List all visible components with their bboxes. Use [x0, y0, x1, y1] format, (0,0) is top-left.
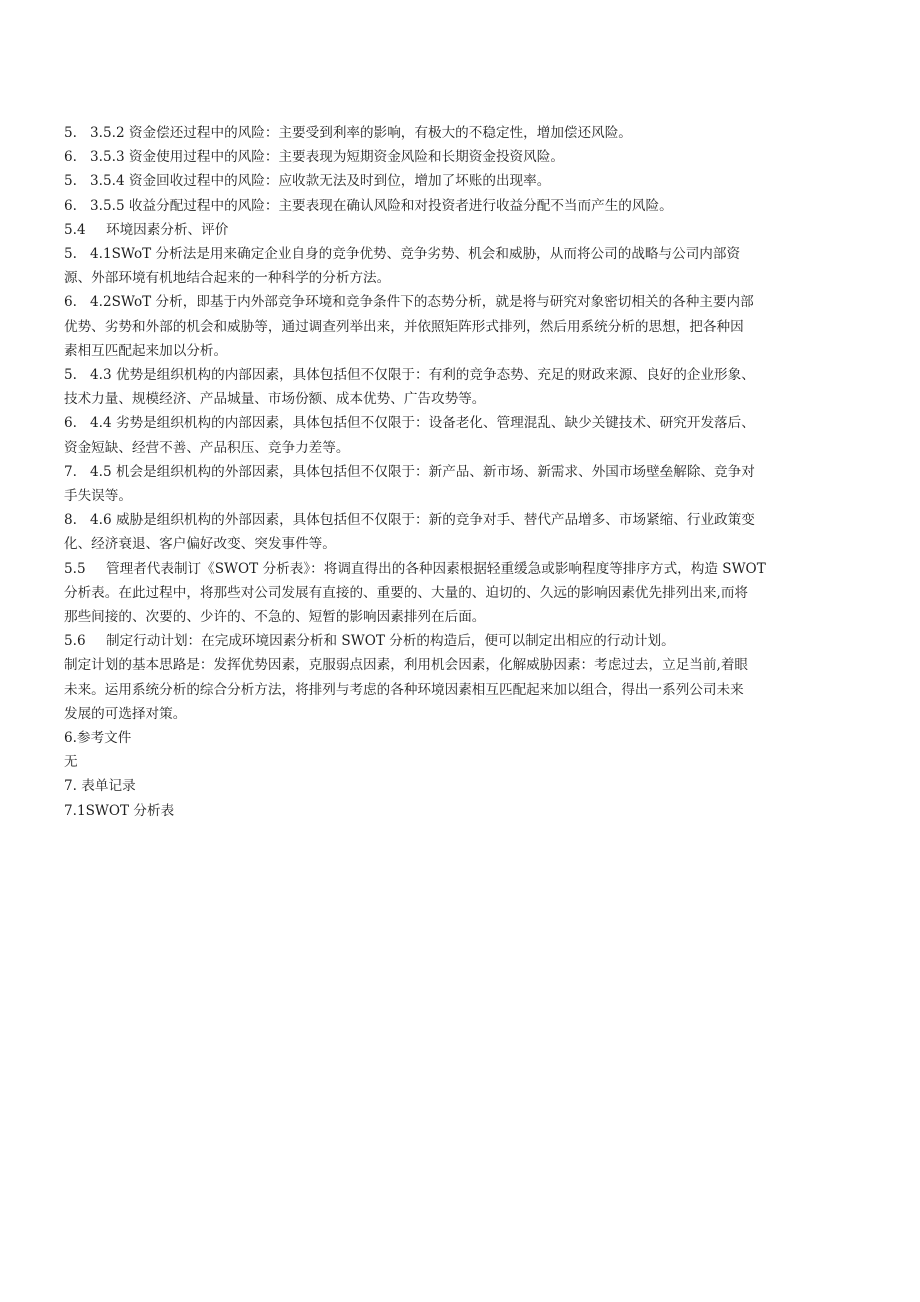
list-item: 8. 4.6 威胁是组织机构的外部因素，具体包括但不仅限于：新的竞争对手、替代产品增多、市场紧缩、行业政策变 化、经济衰退、客户偏好改变、突发事件等。 — [64, 512, 755, 553]
section-body: 无 — [64, 754, 78, 771]
section-heading: 6.参考文件 — [64, 730, 132, 747]
list-item: 5. 3.5.4 资金回收过程中的风险：应收款无法及时到位，增加了坏账的出现率。 — [64, 173, 551, 190]
list-item: 6. 4.2SWoT 分析，即基于内外部竞争环境和竞争条件下的态势分析，就是将与研究对象密切相关的各种主要内部 优势、劣势和外部的机会和威胁等，通过调查列举出来，并依照矩阵形式排列，然后用系统分析的思想，把各种因 素相互匹配起来加以分析。 — [64, 294, 754, 359]
list-item: 5. 4.3 优势是组织机构的内部因素，具体包括但不仅限于：有利的竞争态势、充足的财政来源、良好的企业形象、 技术力量、规模经济、产品城量、市场份额、成本优势、广告攻势等。 — [64, 367, 755, 408]
list-item: 6. 4.4 劣势是组织机构的内部因素，具体包括但不仅限于：设备老化、管理混乱、缺少关键技术、研究开发落后、 资金短缺、经营不善、产品积压、竞争力差等。 — [64, 415, 755, 456]
plan-paragraph: 制定计划的基本思路是：发挥优势因素，克服弱点因素，利用机会因素，化解威胁因素：考虑过去，立足当前,着眼 未来。运用系统分析的综合分析方法，将排列与考虑的各种环境因素相互匹配起来加以组合，得出一系列公司未来 发展的可选择对策。 — [64, 657, 749, 722]
list-item: 6. 3.5.3 资金使用过程中的风险：主要表现为短期资金风险和长期资金投资风险。 — [64, 149, 564, 166]
list-item: 5. 4.1SWoT 分析法是用来确定企业自身的竞争优势、竞争劣势、机会和威胁，从而将公司的战略与公司内部资 源、外部环境有机地结合起来的一种科学的分析方法。 — [64, 246, 741, 287]
list-item: 6. 3.5.5 收益分配过程中的风险：主要表现在确认风险和对投资者进行收益分配不当而产生的风险。 — [64, 197, 673, 214]
list-item: 5. 3.5.2 资金偿还过程中的风险：主要受到利率的影响，有极大的不稳定性，增加偿还风险。 — [64, 125, 632, 141]
section-heading: 7. 表单记录 — [64, 778, 136, 795]
subsection-heading: 7.1SWOT 分析表 — [64, 802, 175, 819]
section-heading: 5.4 环境因素分析、评价 — [64, 221, 229, 238]
section-paragraph: 5.6 制定行动计划：在完成环境因素分析和 SWOT 分析的构造后，便可以制定出相应的行动计划。 — [64, 633, 675, 650]
document-page — [64, 121, 850, 823]
section-paragraph: 5.5 管理者代表制订《SWOT 分析表》：将调直得出的各种因素根据轻重缓急或影响程度等排序方式，构造 SWOT 分析表。在此过程中，将那些对公司发展有直接的、重要的、大量的、迫切的、久远的影响因素优先排列出来,而将 那些间接的、次要的、少许的、不急的、短暂的影响因素排列在后面。 — [64, 560, 766, 626]
list-item: 7. 4.5 机会是组织机构的外部因素，具体包括但不仅限于：新产品、新市场、新需求、外国市场壁垒解除、竞争对 手失误等。 — [64, 463, 755, 505]
